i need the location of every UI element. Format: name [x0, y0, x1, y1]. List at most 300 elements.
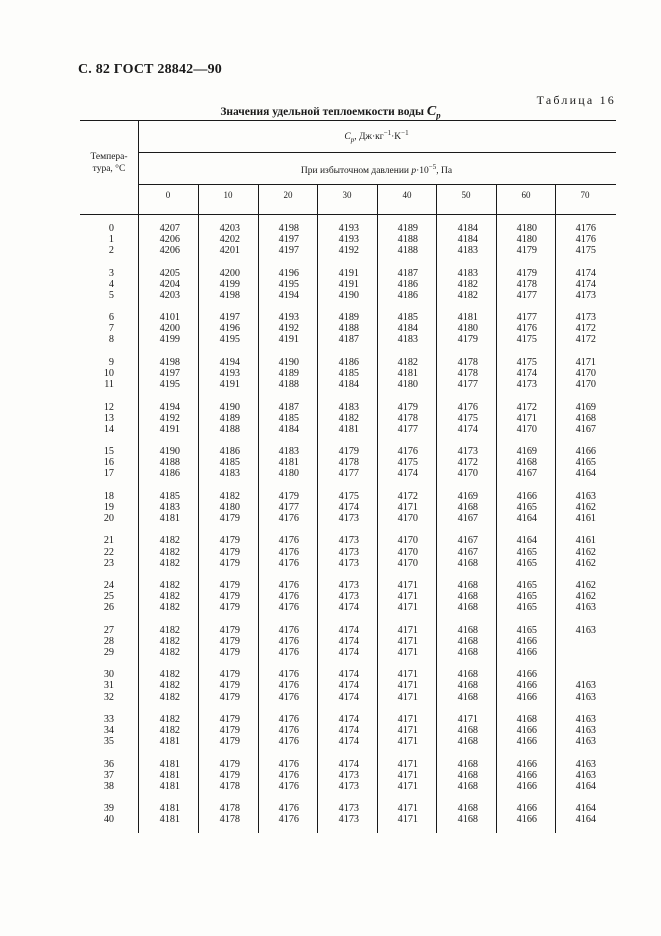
value-cell: 4194 — [159, 401, 180, 413]
value-cell: 4174 — [338, 736, 359, 748]
value-cell: 4179 — [219, 669, 240, 681]
value-cell: 4164 — [575, 814, 596, 826]
value-cell: 4164 — [575, 803, 596, 815]
value-cell: 4168 — [457, 602, 478, 614]
value-cell: 4178 — [397, 412, 418, 424]
table-row — [80, 591, 616, 602]
value-cell: 4179 — [338, 446, 359, 458]
value-cell: 4180 — [516, 223, 537, 234]
value-cell: 4170 — [397, 546, 418, 558]
value-cell: 4164 — [575, 468, 596, 480]
value-cell: 4176 — [278, 714, 299, 726]
temperature-cell: 12 — [103, 401, 114, 413]
value-cell: 4170 — [397, 557, 418, 569]
value-cell: 4164 — [516, 512, 537, 524]
table-row — [80, 357, 616, 368]
value-cell: 4174 — [575, 278, 596, 290]
value-cell: 4176 — [278, 669, 299, 681]
value-cell: 4164 — [516, 535, 537, 547]
value-cell: 4166 — [516, 680, 537, 692]
value-cell: 4167 — [457, 546, 478, 558]
value-cell: 4168 — [457, 680, 478, 692]
table-row — [80, 680, 616, 691]
value-cell: 4185 — [397, 312, 418, 324]
value-cell: 4179 — [219, 535, 240, 547]
value-cell: 4182 — [159, 635, 180, 647]
value-cell: 4179 — [219, 714, 240, 726]
value-cell: 4176 — [278, 512, 299, 524]
value-cell: 4184 — [457, 223, 478, 234]
temperature-cell: 24 — [103, 580, 114, 592]
value-cell: 4187 — [397, 267, 418, 279]
units-header — [138, 129, 615, 144]
value-cell: 4167 — [457, 512, 478, 524]
table-row — [80, 223, 616, 234]
value-cell: 4163 — [575, 769, 596, 781]
value-cell: 4171 — [397, 602, 418, 614]
table-row — [80, 725, 616, 736]
temperature-cell: 15 — [103, 446, 114, 458]
value-cell: 4192 — [278, 323, 299, 335]
value-cell: 4165 — [516, 591, 537, 603]
value-cell: 4187 — [278, 401, 299, 413]
value-cell: 4171 — [397, 769, 418, 781]
temperature-cell: 30 — [103, 669, 114, 681]
value-cell: 4194 — [219, 356, 240, 368]
table-row — [80, 334, 616, 345]
value-cell: 4176 — [278, 814, 299, 826]
value-cell: 4165 — [575, 457, 596, 469]
value-cell: 4161 — [575, 512, 596, 524]
value-cell: 4170 — [397, 535, 418, 547]
value-cell: 4187 — [338, 334, 359, 346]
value-cell: 4166 — [516, 814, 537, 826]
value-cell: 4171 — [397, 635, 418, 647]
temperature-cell: 6 — [108, 312, 114, 324]
value-cell: 4173 — [338, 803, 359, 815]
value-cell: 4172 — [397, 490, 418, 502]
temperature-cell: 20 — [103, 512, 114, 524]
value-cell: 4176 — [397, 446, 418, 458]
value-cell: 4186 — [159, 468, 180, 480]
value-cell: 4176 — [575, 223, 596, 234]
value-cell: 4166 — [516, 780, 537, 792]
value-cell: 4182 — [159, 591, 180, 603]
value-cell: 4101 — [159, 312, 180, 324]
table-row — [80, 770, 616, 781]
value-cell: 4179 — [219, 635, 240, 647]
value-cell: 4168 — [457, 691, 478, 703]
value-cell: 4163 — [575, 758, 596, 770]
value-cell: 4173 — [338, 535, 359, 547]
value-cell: 4182 — [159, 602, 180, 614]
value-cell: 4166 — [516, 758, 537, 770]
value-cell: 4186 — [397, 289, 418, 301]
temperature-cell: 3 — [108, 267, 114, 279]
value-cell: 4179 — [219, 769, 240, 781]
value-cell: 4178 — [338, 457, 359, 469]
value-cell: 4188 — [397, 245, 418, 257]
value-cell: 4189 — [219, 412, 240, 424]
value-cell: 4165 — [516, 602, 537, 614]
temperature-cell: 10 — [103, 367, 114, 379]
temperature-cell: 37 — [103, 769, 114, 781]
table-row — [80, 814, 616, 825]
temperature-cell: 26 — [103, 602, 114, 614]
value-cell: 4180 — [457, 323, 478, 335]
value-cell: 4180 — [278, 468, 299, 480]
temperature-cell: 29 — [103, 646, 114, 658]
value-cell: 4176 — [278, 803, 299, 815]
value-cell: 4173 — [338, 814, 359, 826]
pressure-col-70: 70 — [580, 190, 590, 200]
value-cell: 4175 — [516, 334, 537, 346]
value-cell: 4185 — [338, 367, 359, 379]
value-cell: 4174 — [516, 367, 537, 379]
table-row — [80, 468, 616, 479]
value-cell: 4181 — [159, 758, 180, 770]
temperature-cell: 40 — [103, 814, 114, 826]
value-cell: 4172 — [516, 401, 537, 413]
value-cell: 4179 — [516, 245, 537, 257]
temperature-cell: 16 — [103, 457, 114, 469]
value-cell: 4178 — [457, 356, 478, 368]
table-row — [80, 781, 616, 792]
value-cell: 4183 — [457, 267, 478, 279]
value-cell: 4179 — [219, 691, 240, 703]
value-cell: 4168 — [575, 412, 596, 424]
value-cell: 4185 — [219, 457, 240, 469]
value-cell: 4179 — [219, 736, 240, 748]
temperature-cell: 33 — [103, 714, 114, 726]
value-cell: 4174 — [338, 680, 359, 692]
value-cell: 4198 — [219, 289, 240, 301]
value-cell: 4181 — [159, 814, 180, 826]
value-cell: 4190 — [278, 356, 299, 368]
value-cell: 4175 — [516, 356, 537, 368]
value-cell: 4198 — [278, 223, 299, 234]
value-cell: 4165 — [516, 580, 537, 592]
value-cell: 4171 — [575, 356, 596, 368]
value-cell: 4177 — [457, 379, 478, 391]
table-title — [0, 104, 661, 120]
value-cell: 4189 — [338, 312, 359, 324]
value-cell: 4165 — [516, 501, 537, 513]
value-cell: 4174 — [338, 624, 359, 636]
value-cell: 4186 — [338, 356, 359, 368]
value-cell: 4181 — [159, 736, 180, 748]
temperature-cell: 22 — [103, 546, 114, 558]
value-cell: 4168 — [457, 803, 478, 815]
value-cell: 4171 — [397, 814, 418, 826]
pressure-col-50: 50 — [461, 190, 471, 200]
value-cell: 4173 — [575, 289, 596, 301]
value-cell: 4179 — [457, 334, 478, 346]
value-cell: 4168 — [457, 635, 478, 647]
value-cell: 4174 — [338, 691, 359, 703]
value-cell: 4174 — [338, 725, 359, 737]
value-cell: 4179 — [219, 591, 240, 603]
value-cell: 4174 — [338, 501, 359, 513]
value-cell: 4181 — [338, 423, 359, 435]
value-cell: 4162 — [575, 591, 596, 603]
value-cell: 4179 — [397, 401, 418, 413]
value-cell: 4166 — [516, 691, 537, 703]
value-cell: 4191 — [219, 379, 240, 391]
table-body — [80, 223, 616, 825]
value-cell: 4168 — [457, 580, 478, 592]
value-cell: 4185 — [159, 490, 180, 502]
value-cell: 4175 — [397, 457, 418, 469]
table-row — [80, 714, 616, 725]
value-cell: 4179 — [219, 624, 240, 636]
value-cell: 4179 — [219, 680, 240, 692]
value-cell: 4176 — [457, 401, 478, 413]
value-cell: 4203 — [219, 223, 240, 234]
value-cell: 4190 — [219, 401, 240, 413]
value-cell: 4182 — [159, 580, 180, 592]
temperature-cell: 21 — [103, 535, 114, 547]
temperature-header — [80, 151, 138, 175]
value-cell: 4173 — [575, 312, 596, 324]
temperature-cell: 7 — [108, 323, 114, 335]
value-cell: 4176 — [278, 769, 299, 781]
value-cell: 4163 — [575, 624, 596, 636]
value-cell: 4176 — [278, 602, 299, 614]
value-cell: 4182 — [159, 646, 180, 658]
value-cell: 4186 — [397, 278, 418, 290]
temperature-header-line2: тура, °C — [92, 164, 126, 174]
value-cell: 4176 — [278, 680, 299, 692]
table-row — [80, 692, 616, 703]
value-cell: 4168 — [516, 457, 537, 469]
value-cell: 4168 — [457, 646, 478, 658]
value-cell: 4176 — [278, 635, 299, 647]
table-row — [80, 312, 616, 323]
value-cell: 4171 — [397, 501, 418, 513]
temperature-cell: 17 — [103, 468, 114, 480]
value-cell: 4166 — [516, 490, 537, 502]
value-cell: 4180 — [397, 379, 418, 391]
units-sup2: −1 — [401, 129, 409, 137]
value-cell: 4200 — [219, 267, 240, 279]
pressure-sup: −5 — [428, 163, 437, 171]
value-cell: 4199 — [219, 278, 240, 290]
value-cell: 4163 — [575, 602, 596, 614]
value-cell: 4176 — [278, 580, 299, 592]
value-cell: 4173 — [338, 780, 359, 792]
value-cell: 4171 — [516, 412, 537, 424]
value-cell: 4163 — [575, 736, 596, 748]
table-row — [80, 647, 616, 658]
pressure-col-20: 20 — [283, 190, 293, 200]
table-title-symbol-sub: p — [436, 110, 441, 121]
value-cell: 4166 — [516, 725, 537, 737]
value-cell: 4177 — [516, 312, 537, 324]
value-cell: 4171 — [397, 725, 418, 737]
table-row — [80, 625, 616, 636]
value-cell: 4168 — [457, 736, 478, 748]
value-cell: 4179 — [278, 490, 299, 502]
value-cell: 4171 — [397, 803, 418, 815]
value-cell: 4203 — [159, 289, 180, 301]
value-cell: 4183 — [338, 401, 359, 413]
table-row — [80, 513, 616, 524]
value-cell: 4166 — [516, 646, 537, 658]
value-cell: 4182 — [159, 669, 180, 681]
units-text: , Дж·кг — [354, 132, 384, 143]
value-cell: 4167 — [575, 423, 596, 435]
value-cell: 4170 — [575, 379, 596, 391]
value-cell: 4177 — [516, 289, 537, 301]
value-cell: 4192 — [338, 245, 359, 257]
pressure-header — [138, 163, 615, 176]
value-cell: 4181 — [457, 312, 478, 324]
value-cell: 4189 — [278, 367, 299, 379]
value-cell: 4164 — [575, 780, 596, 792]
value-cell: 4168 — [457, 780, 478, 792]
value-cell: 4183 — [219, 468, 240, 480]
table-title-text: Значения удельной теплоемкости воды — [220, 106, 424, 118]
value-cell: 4182 — [159, 535, 180, 547]
value-cell: 4193 — [278, 312, 299, 324]
value-cell: 4172 — [575, 323, 596, 335]
value-cell: 4174 — [575, 267, 596, 279]
value-cell: 4182 — [159, 691, 180, 703]
value-cell: 4180 — [516, 234, 537, 246]
value-cell: 4178 — [516, 278, 537, 290]
value-cell: 4204 — [159, 278, 180, 290]
value-cell: 4176 — [278, 736, 299, 748]
value-cell: 4177 — [338, 468, 359, 480]
value-cell: 4162 — [575, 580, 596, 592]
value-cell: 4184 — [397, 323, 418, 335]
table-row — [80, 323, 616, 334]
temperature-cell: 23 — [103, 557, 114, 569]
table-top-rule — [80, 120, 616, 121]
table-row — [80, 457, 616, 468]
value-cell: 4182 — [159, 714, 180, 726]
value-cell: 4170 — [516, 423, 537, 435]
table-row — [80, 803, 616, 814]
value-cell: 4167 — [516, 468, 537, 480]
value-cell: 4191 — [278, 334, 299, 346]
value-cell: 4166 — [575, 446, 596, 458]
value-cell: 4166 — [516, 669, 537, 681]
value-cell: 4176 — [278, 646, 299, 658]
value-cell: 4161 — [575, 535, 596, 547]
value-cell: 4197 — [219, 312, 240, 324]
value-cell: 4200 — [159, 323, 180, 335]
value-cell: 4174 — [457, 423, 478, 435]
value-cell: 4175 — [575, 245, 596, 257]
table-row — [80, 402, 616, 413]
table-row — [80, 602, 616, 613]
value-cell: 4168 — [457, 758, 478, 770]
temperature-cell: 18 — [103, 490, 114, 502]
temperature-cell: 8 — [108, 334, 114, 346]
value-cell: 4176 — [278, 546, 299, 558]
value-cell: 4186 — [219, 446, 240, 458]
value-cell: 4199 — [159, 334, 180, 346]
value-cell: 4196 — [219, 323, 240, 335]
value-cell: 4192 — [159, 412, 180, 424]
value-cell: 4173 — [338, 512, 359, 524]
units-symbol: C — [344, 132, 351, 143]
value-cell: 4168 — [457, 669, 478, 681]
table-title-symbol: C — [426, 104, 437, 119]
pressure-col-40: 40 — [402, 190, 412, 200]
value-cell: 4176 — [278, 535, 299, 547]
value-cell: 4168 — [457, 725, 478, 737]
table-row — [80, 558, 616, 569]
value-cell: 4171 — [397, 680, 418, 692]
value-cell: 4179 — [219, 646, 240, 658]
temperature-cell: 2 — [108, 245, 114, 257]
value-cell: 4171 — [397, 736, 418, 748]
temperature-cell: 5 — [108, 289, 114, 301]
value-cell: 4193 — [338, 234, 359, 246]
value-cell: 4163 — [575, 725, 596, 737]
value-cell: 4171 — [397, 624, 418, 636]
value-cell: 4174 — [397, 468, 418, 480]
value-cell: 4174 — [338, 646, 359, 658]
value-cell: 4188 — [219, 423, 240, 435]
units-text2: ·K — [391, 132, 402, 143]
value-cell: 4182 — [457, 289, 478, 301]
pressure-text: При избыточном давлении — [300, 166, 412, 177]
table-row — [80, 580, 616, 591]
value-cell: 4207 — [159, 223, 180, 234]
value-cell: 4171 — [457, 714, 478, 726]
value-cell: 4174 — [338, 602, 359, 614]
units-sup1: −1 — [383, 129, 392, 137]
value-cell: 4169 — [516, 446, 537, 458]
value-cell: 4173 — [457, 446, 478, 458]
value-cell: 4179 — [219, 546, 240, 558]
value-cell: 4174 — [338, 758, 359, 770]
value-cell: 4176 — [575, 234, 596, 246]
value-cell: 4177 — [397, 423, 418, 435]
value-cell: 4182 — [219, 490, 240, 502]
temperature-cell: 35 — [103, 736, 114, 748]
value-cell: 4195 — [278, 278, 299, 290]
temperature-cell: 1 — [108, 234, 114, 246]
value-cell: 4170 — [575, 367, 596, 379]
temperature-cell: 13 — [103, 412, 114, 424]
value-cell: 4188 — [338, 323, 359, 335]
value-cell: 4191 — [159, 423, 180, 435]
value-cell: 4168 — [457, 814, 478, 826]
value-cell: 4184 — [338, 379, 359, 391]
value-cell: 4173 — [338, 580, 359, 592]
units-symbol-sub: p — [350, 136, 355, 145]
value-cell: 4176 — [278, 557, 299, 569]
value-cell: 4166 — [516, 769, 537, 781]
value-cell: 4190 — [338, 289, 359, 301]
value-cell: 4171 — [397, 669, 418, 681]
table-row — [80, 491, 616, 502]
table-row — [80, 268, 616, 279]
value-cell: 4166 — [516, 736, 537, 748]
value-cell: 4178 — [219, 814, 240, 826]
value-cell: 4166 — [516, 803, 537, 815]
temperature-cell: 39 — [103, 803, 114, 815]
value-cell: 4179 — [516, 267, 537, 279]
value-cell: 4205 — [159, 267, 180, 279]
value-cell: 4176 — [278, 758, 299, 770]
temperature-cell: 27 — [103, 624, 114, 636]
